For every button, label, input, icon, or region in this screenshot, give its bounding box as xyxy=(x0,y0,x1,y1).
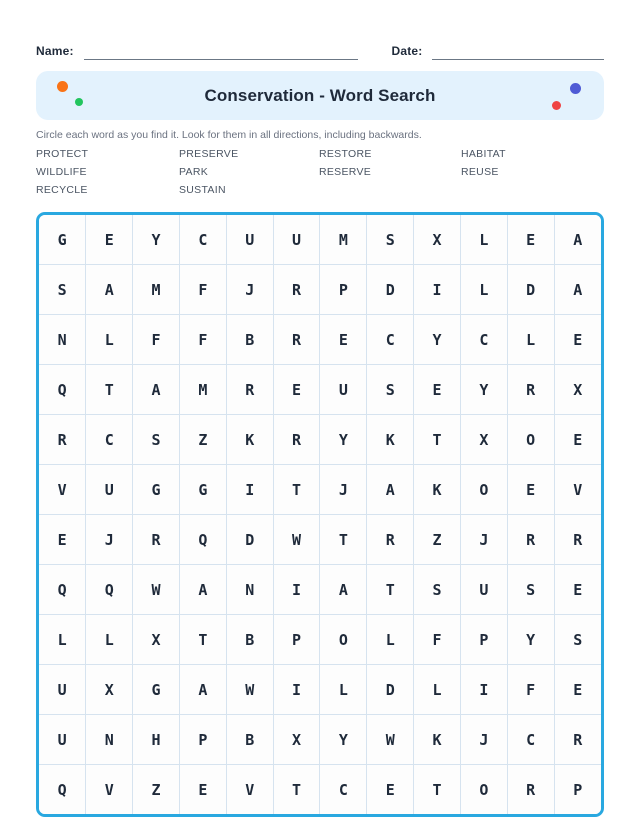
grid-cell[interactable]: I xyxy=(414,265,461,315)
grid-cell[interactable]: B xyxy=(226,315,273,365)
grid-cell[interactable]: A xyxy=(554,215,601,265)
grid-cell[interactable]: C xyxy=(507,715,554,765)
grid-cell[interactable]: F xyxy=(133,315,180,365)
grid-cell[interactable]: S xyxy=(133,415,180,465)
grid-cell[interactable]: V xyxy=(39,465,86,515)
grid-cell[interactable]: N xyxy=(86,715,133,765)
word-list-item[interactable]: PRESERVE xyxy=(179,147,239,160)
grid-cell[interactable]: T xyxy=(273,765,320,815)
grid-cell[interactable]: E xyxy=(414,365,461,415)
grid-cell[interactable]: Q xyxy=(39,365,86,415)
name-input[interactable] xyxy=(84,45,358,60)
title-banner xyxy=(36,71,604,120)
grid-cell[interactable]: F xyxy=(179,265,226,315)
grid-cell[interactable]: C xyxy=(460,315,507,365)
grid-cell[interactable]: Z xyxy=(414,515,461,565)
grid-cell[interactable]: S xyxy=(414,565,461,615)
green-dot xyxy=(75,98,83,106)
grid-cell[interactable]: C xyxy=(179,215,226,265)
grid-cell[interactable]: U xyxy=(86,465,133,515)
word-list-item[interactable]: PARK xyxy=(179,165,209,178)
grid-row xyxy=(39,265,601,315)
grid-cell[interactable]: I xyxy=(460,665,507,715)
date-input[interactable] xyxy=(432,45,604,60)
grid-cell[interactable]: I xyxy=(226,465,273,515)
grid-cell[interactable]: R xyxy=(554,515,601,565)
grid-cell[interactable]: O xyxy=(507,415,554,465)
grid-row xyxy=(39,565,601,615)
grid-cell[interactable]: F xyxy=(414,615,461,665)
grid-cell[interactable]: W xyxy=(367,715,414,765)
grid-cell[interactable]: T xyxy=(273,465,320,515)
grid-cell[interactable]: W xyxy=(133,565,180,615)
grid-cell[interactable]: T xyxy=(367,565,414,615)
grid-cell[interactable]: A xyxy=(86,265,133,315)
grid-cell[interactable]: E xyxy=(179,765,226,815)
grid-cell[interactable]: E xyxy=(39,515,86,565)
grid-cell[interactable]: R xyxy=(226,365,273,415)
grid-cell[interactable]: N xyxy=(39,315,86,365)
word-list-item[interactable]: RESTORE xyxy=(319,147,372,160)
grid-cell[interactable]: E xyxy=(507,465,554,515)
grid-cell[interactable]: O xyxy=(460,465,507,515)
grid-cell[interactable]: F xyxy=(179,315,226,365)
grid-cell[interactable]: S xyxy=(39,265,86,315)
grid-cell[interactable]: E xyxy=(86,215,133,265)
grid-cell[interactable]: E xyxy=(320,315,367,365)
red-dot xyxy=(552,101,561,110)
grid-cell[interactable]: K xyxy=(367,415,414,465)
grid-cell[interactable]: Q xyxy=(86,565,133,615)
grid-row xyxy=(39,415,601,465)
grid-cell[interactable]: A xyxy=(179,665,226,715)
grid-cell[interactable]: L xyxy=(86,615,133,665)
grid-cell[interactable]: V xyxy=(554,465,601,515)
grid-cell[interactable]: U xyxy=(226,215,273,265)
grid-cell[interactable]: Q xyxy=(39,765,86,815)
grid-cell[interactable]: Z xyxy=(133,765,180,815)
grid-cell[interactable]: T xyxy=(86,365,133,415)
word-list xyxy=(36,147,604,199)
grid-cell[interactable]: L xyxy=(414,665,461,715)
grid-cell[interactable]: L xyxy=(460,265,507,315)
grid-cell[interactable]: R xyxy=(273,265,320,315)
grid-row xyxy=(39,515,601,565)
grid-cell[interactable]: O xyxy=(460,765,507,815)
grid-cell[interactable]: E xyxy=(554,315,601,365)
grid-cell[interactable]: E xyxy=(554,665,601,715)
grid-cell[interactable]: Q xyxy=(39,565,86,615)
grid-cell[interactable]: D xyxy=(226,515,273,565)
grid-cell[interactable]: D xyxy=(367,665,414,715)
grid-cell[interactable]: J xyxy=(460,715,507,765)
name-label: Name: xyxy=(36,44,74,58)
grid-cell[interactable]: J xyxy=(460,515,507,565)
grid-cell[interactable]: S xyxy=(554,615,601,665)
grid-cell[interactable]: R xyxy=(273,315,320,365)
grid-cell[interactable]: V xyxy=(86,765,133,815)
grid-cell[interactable]: L xyxy=(460,215,507,265)
word-list-item[interactable]: REUSE xyxy=(461,165,499,178)
grid-cell[interactable]: E xyxy=(554,565,601,615)
grid-cell[interactable]: E xyxy=(273,365,320,415)
grid-cell[interactable]: Y xyxy=(320,415,367,465)
grid-cell[interactable]: M xyxy=(179,365,226,415)
orange-dot xyxy=(57,81,68,92)
grid-row xyxy=(39,365,601,415)
grid-cell[interactable]: L xyxy=(367,615,414,665)
grid-cell[interactable]: P xyxy=(179,715,226,765)
page-title: Conservation - Word Search xyxy=(204,85,436,105)
grid-row xyxy=(39,615,601,665)
word-list-item[interactable]: RESERVE xyxy=(319,165,372,178)
grid-cell[interactable]: R xyxy=(39,415,86,465)
grid-row xyxy=(39,765,601,815)
grid-cell[interactable]: U xyxy=(39,715,86,765)
grid-cell[interactable]: S xyxy=(367,365,414,415)
grid-cell[interactable]: P xyxy=(273,615,320,665)
grid-cell[interactable]: X xyxy=(460,415,507,465)
grid-cell[interactable]: P xyxy=(460,615,507,665)
grid-cell[interactable]: E xyxy=(367,765,414,815)
word-list-item[interactable]: WILDLIFE xyxy=(36,165,87,178)
grid-cell[interactable]: U xyxy=(460,565,507,615)
grid-cell[interactable]: T xyxy=(414,415,461,465)
grid-cell[interactable]: R xyxy=(507,765,554,815)
word-list-item[interactable]: SUSTAIN xyxy=(179,184,226,197)
grid-cell[interactable]: Y xyxy=(460,365,507,415)
grid-cell[interactable]: R xyxy=(273,415,320,465)
grid-cell[interactable]: G xyxy=(133,665,180,715)
grid-cell[interactable]: G xyxy=(133,465,180,515)
grid-cell[interactable]: R xyxy=(507,515,554,565)
grid-cell[interactable]: Y xyxy=(414,315,461,365)
grid-cell[interactable]: Q xyxy=(179,515,226,565)
grid-cell[interactable]: W xyxy=(273,515,320,565)
grid-cell[interactable]: T xyxy=(179,615,226,665)
grid-cell[interactable]: J xyxy=(86,515,133,565)
name-date-row xyxy=(36,0,604,60)
grid-cell[interactable]: F xyxy=(507,665,554,715)
grid-cell[interactable]: X xyxy=(554,365,601,415)
grid-cell[interactable]: R xyxy=(133,515,180,565)
grid-cell[interactable]: E xyxy=(507,215,554,265)
grid-cell[interactable]: D xyxy=(507,265,554,315)
word-search-grid xyxy=(36,212,604,817)
grid-cell[interactable]: U xyxy=(39,665,86,715)
grid-cell[interactable]: L xyxy=(507,315,554,365)
grid-cell[interactable]: D xyxy=(367,265,414,315)
grid-cell[interactable]: Y xyxy=(133,215,180,265)
grid-cell[interactable]: L xyxy=(320,665,367,715)
grid-cell[interactable]: U xyxy=(320,365,367,415)
grid-cell[interactable]: Z xyxy=(179,415,226,465)
grid-cell[interactable]: X xyxy=(414,215,461,265)
grid-row xyxy=(39,715,601,765)
grid-cell[interactable]: G xyxy=(179,465,226,515)
grid-cell[interactable]: T xyxy=(414,765,461,815)
grid-cell[interactable]: J xyxy=(226,265,273,315)
grid-cell[interactable]: M xyxy=(320,215,367,265)
grid-cell[interactable]: A xyxy=(179,565,226,615)
grid-cell[interactable]: J xyxy=(320,465,367,515)
grid-row xyxy=(39,315,601,365)
grid-cell[interactable]: S xyxy=(367,215,414,265)
grid-cell[interactable]: G xyxy=(39,215,86,265)
word-list-item[interactable]: HABITAT xyxy=(461,147,506,160)
grid-cell[interactable]: B xyxy=(226,715,273,765)
grid-cell[interactable]: U xyxy=(273,215,320,265)
grid-cell[interactable]: C xyxy=(320,765,367,815)
grid-cell[interactable]: C xyxy=(86,415,133,465)
grid-cell[interactable]: W xyxy=(226,665,273,715)
grid-cell[interactable]: L xyxy=(86,315,133,365)
word-list-item[interactable]: RECYCLE xyxy=(36,184,88,197)
blue-dot xyxy=(570,83,581,94)
grid-cell[interactable]: R xyxy=(554,715,601,765)
grid-cell[interactable]: L xyxy=(39,615,86,665)
grid-cell[interactable]: A xyxy=(367,465,414,515)
grid-cell[interactable]: R xyxy=(507,365,554,415)
grid-cell[interactable]: X xyxy=(86,665,133,715)
grid-row xyxy=(39,665,601,715)
grid-cell[interactable]: A xyxy=(133,365,180,415)
grid-cell[interactable]: K xyxy=(414,465,461,515)
grid-cell[interactable]: N xyxy=(226,565,273,615)
grid-row xyxy=(39,215,601,265)
grid-cell[interactable]: A xyxy=(554,265,601,315)
grid-cell[interactable]: Y xyxy=(320,715,367,765)
grid-cell[interactable]: P xyxy=(554,765,601,815)
grid-cell[interactable]: X xyxy=(133,615,180,665)
grid-cell[interactable]: K xyxy=(226,415,273,465)
grid-cell[interactable]: A xyxy=(320,565,367,615)
grid-row xyxy=(39,465,601,515)
grid-cell[interactable]: M xyxy=(133,265,180,315)
grid-cell[interactable]: I xyxy=(273,665,320,715)
grid-cell[interactable]: T xyxy=(320,515,367,565)
grid-cell[interactable]: I xyxy=(273,565,320,615)
grid-cell[interactable]: O xyxy=(320,615,367,665)
grid-cell[interactable]: H xyxy=(133,715,180,765)
grid-cell[interactable]: B xyxy=(226,615,273,665)
grid-cell[interactable]: K xyxy=(414,715,461,765)
grid-cell[interactable]: P xyxy=(320,265,367,315)
grid-cell[interactable]: V xyxy=(226,765,273,815)
grid-cell[interactable]: R xyxy=(367,515,414,565)
grid-cell[interactable]: E xyxy=(554,415,601,465)
grid-cell[interactable]: S xyxy=(507,565,554,615)
date-label: Date: xyxy=(391,44,423,58)
grid-cell[interactable]: C xyxy=(367,315,414,365)
word-list-item[interactable]: PROTECT xyxy=(36,147,89,160)
grid-table xyxy=(39,215,601,814)
instructions-text: Circle each word as you find it. Look for them in all directions, including backwards. xyxy=(36,129,422,141)
grid-cell[interactable]: Y xyxy=(507,615,554,665)
grid-cell[interactable]: X xyxy=(273,715,320,765)
